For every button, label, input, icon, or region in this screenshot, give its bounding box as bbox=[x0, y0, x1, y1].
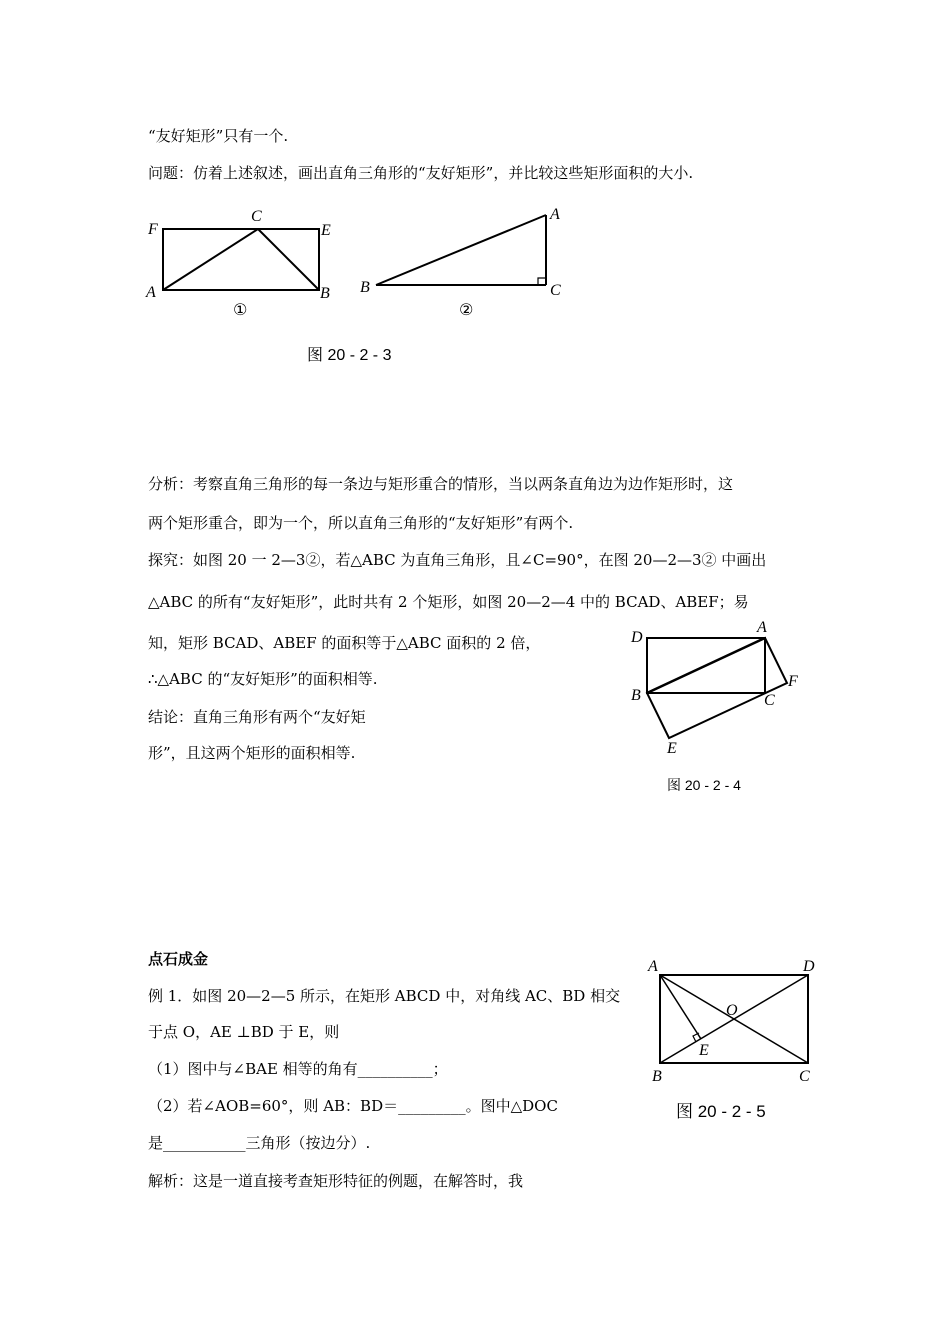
conclusion-line-1: 结论：直角三角形有两个“友好矩 bbox=[148, 708, 366, 726]
explore-line-3: 知，矩形 BCAD、ABEF 的面积等于△ABC 面积的 2 倍， bbox=[148, 634, 541, 652]
perpendicular-ae bbox=[660, 975, 701, 1039]
figure-20-2-3 bbox=[140, 200, 580, 375]
label-b: B bbox=[320, 285, 330, 302]
explore-line-1: 探究：如图 20 一 2—3②，若△ABC 为直角三角形，且∠C=90°，在图 20—2—3② 中画出 bbox=[148, 551, 767, 569]
question-2: （2）若∠AOB=60°，则 AB：BD＝_________。图中△DOC bbox=[148, 1097, 558, 1115]
text-line-1: “友好矩形”只有一个. bbox=[148, 127, 289, 145]
label-c: C bbox=[764, 692, 775, 709]
label-f: F bbox=[148, 221, 158, 238]
analysis-line-1: 分析：考察直角三角形的每一条边与矩形重合的情形，当以两条直角边为边作矩形时，这 bbox=[148, 475, 734, 493]
analysis-line-2: 两个矩形重合，即为一个，所以直角三角形的“友好矩形”有两个. bbox=[148, 514, 574, 532]
label-f: F bbox=[788, 673, 798, 690]
label-a: A bbox=[146, 284, 156, 301]
segment-ac bbox=[163, 229, 258, 290]
label-e: E bbox=[321, 222, 331, 239]
figure-caption-20-2-4: 图 20 - 2 - 4 bbox=[667, 777, 741, 793]
label-d: D bbox=[631, 629, 643, 646]
segment-cb bbox=[258, 229, 319, 290]
label-b2: B bbox=[360, 279, 370, 296]
figure-caption-20-2-5: 图 20 - 2 - 5 bbox=[676, 1102, 766, 1121]
explore-line-4: ∴△ABC 的“友好矩形”的面积相等. bbox=[148, 670, 378, 688]
label-e: E bbox=[699, 1042, 709, 1059]
rect-abef bbox=[163, 229, 319, 290]
label-b: B bbox=[652, 1068, 662, 1085]
right-angle-mark bbox=[538, 278, 546, 285]
label-b: B bbox=[631, 687, 641, 704]
subfigure-2-label: ② bbox=[459, 302, 474, 319]
example-line-1: 例 1．如图 20—2—5 所示，在矩形 ABCD 中，对角线 AC、BD 相交 bbox=[148, 987, 621, 1005]
label-a2: A bbox=[550, 206, 560, 223]
label-a: A bbox=[757, 619, 767, 636]
label-d: D bbox=[803, 958, 815, 975]
problem-line: 问题：仿着上述叙述，画出直角三角形的“友好矩形”，并比较这些矩形面积的大小. bbox=[148, 164, 694, 182]
label-c2: C bbox=[550, 282, 561, 299]
explore-line-2: △ABC 的所有“友好矩形”，此时共有 2 个矩形，如图 20—2—4 中的 BCAD、ABEF；易 bbox=[148, 593, 749, 611]
subfigure-1-label: ① bbox=[233, 302, 248, 319]
conclusion-line-2: 形”，且这两个矩形的面积相等. bbox=[148, 744, 356, 762]
question-2-continued: 是___________三角形（按边分）. bbox=[148, 1134, 371, 1152]
figure-20-2-5 bbox=[645, 955, 830, 1125]
segment-ba bbox=[376, 215, 546, 285]
label-o: O bbox=[726, 1002, 738, 1019]
label-e: E bbox=[667, 740, 677, 757]
figure-caption-20-2-3: 图 20 - 2 - 3 bbox=[307, 347, 392, 364]
question-1: （1）图中与∠BAE 相等的角有__________； bbox=[148, 1060, 448, 1078]
label-a: A bbox=[648, 958, 658, 975]
solution-line: 解析：这是一道直接考查矩形特征的例题，在解答时，我 bbox=[148, 1172, 524, 1190]
section-heading: 点石成金 bbox=[148, 950, 209, 968]
figure-20-2-4 bbox=[625, 618, 825, 803]
example-line-2: 于点 O，AE ⊥BD 于 E，则 bbox=[148, 1023, 340, 1041]
label-c: C bbox=[799, 1068, 810, 1085]
label-c: C bbox=[251, 208, 262, 225]
